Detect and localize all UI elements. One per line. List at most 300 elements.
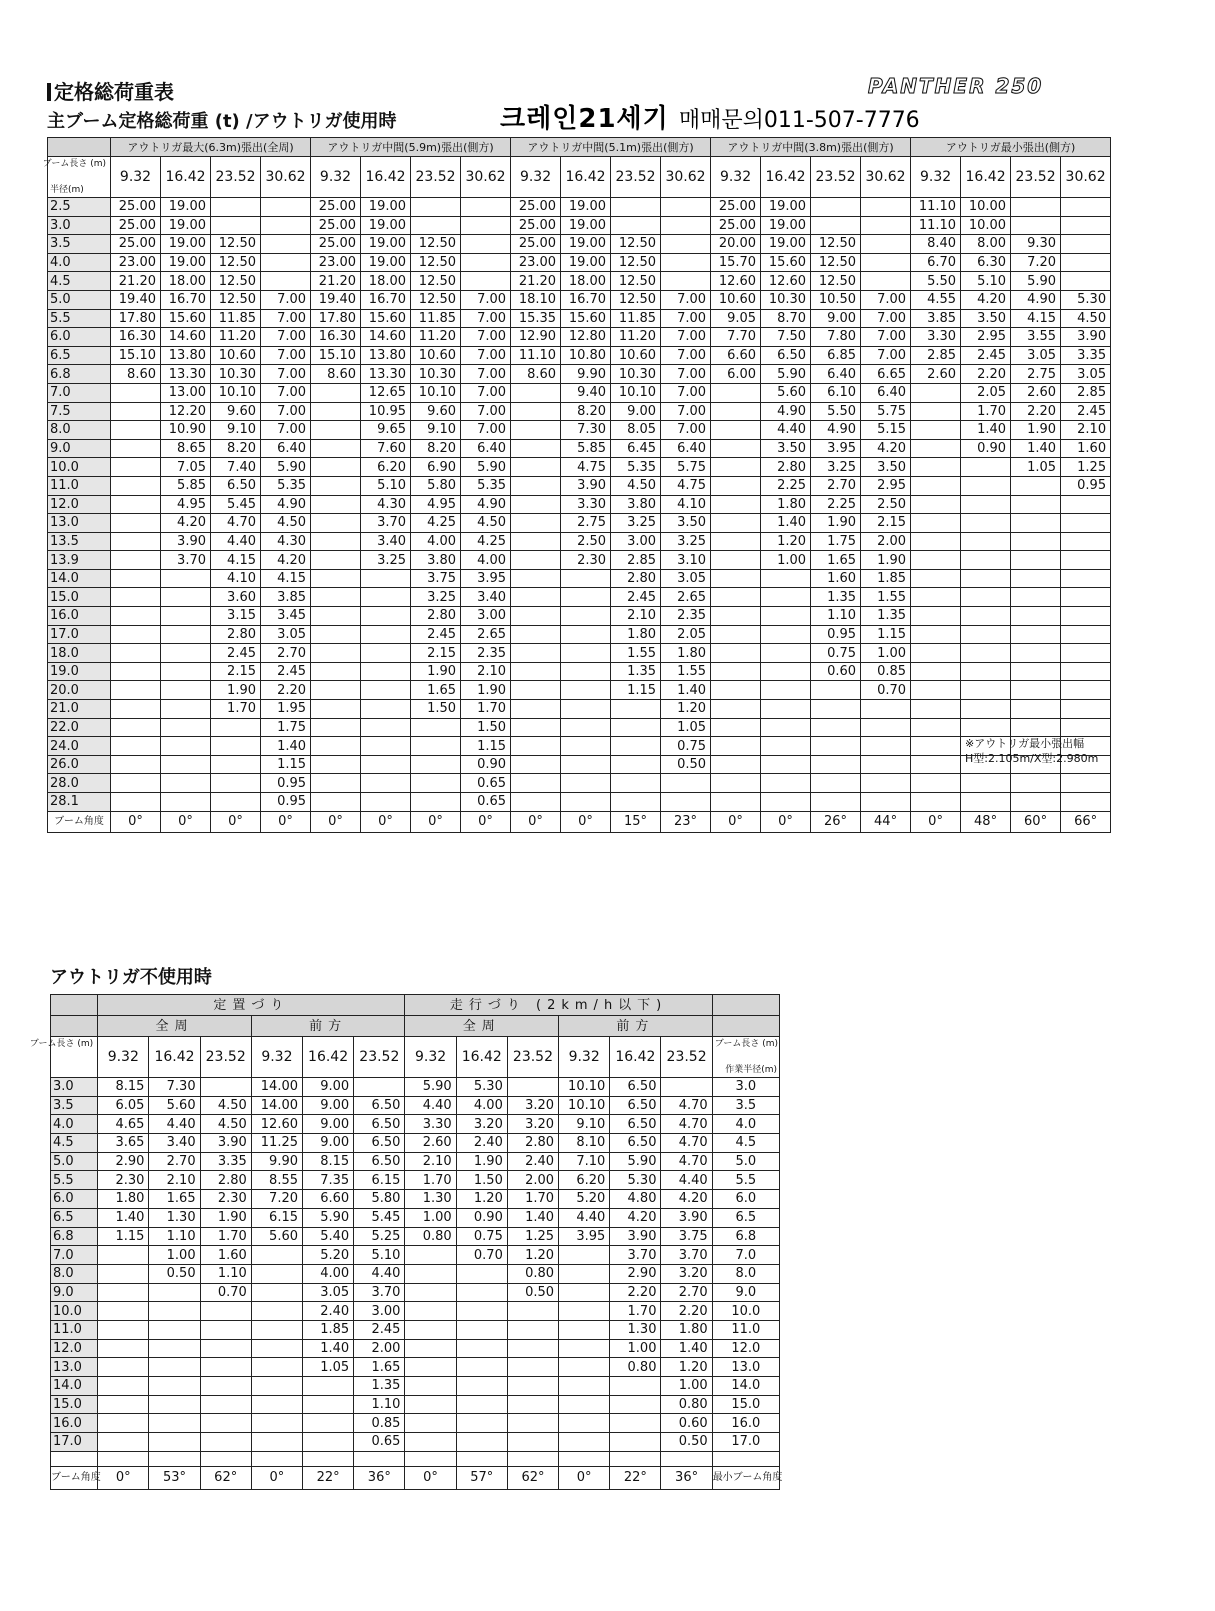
boom-angle-cell: 0° (111, 811, 161, 832)
load-cell (861, 718, 911, 737)
load-cell: 4.10 (211, 569, 261, 588)
load-cell (111, 402, 161, 421)
load-cell: 1.40 (661, 681, 711, 700)
boom-length-header-cell: 16.42 (610, 1037, 661, 1078)
spacer-cell (456, 1451, 507, 1466)
boom-length-header-cell: 9.32 (511, 157, 561, 198)
load-cell (611, 216, 661, 235)
load-cell: 7.00 (261, 421, 311, 440)
load-cell: 1.20 (761, 532, 811, 551)
load-cell (311, 644, 361, 663)
boom-angle-cell: 0° (211, 811, 261, 832)
load-cell: 7.35 (303, 1171, 354, 1190)
load-cell (111, 532, 161, 551)
load-cell (149, 1358, 200, 1377)
table-row (51, 1227, 780, 1246)
load-cell (511, 514, 561, 533)
load-cell: 11.10 (911, 198, 961, 217)
boom-length-header-cell: 23.52 (611, 157, 661, 198)
load-cell: 1.00 (149, 1246, 200, 1265)
load-cell: 1.25 (507, 1227, 558, 1246)
boom-angle-cell: 62° (200, 1466, 251, 1489)
table-row (51, 1171, 780, 1190)
load-cell: 4.10 (661, 495, 711, 514)
load-cell: 2.20 (1011, 402, 1061, 421)
load-cell (1061, 198, 1111, 217)
load-cell: 8.40 (911, 235, 961, 254)
table-row (48, 235, 1111, 254)
table-row (48, 290, 1111, 309)
load-cell (461, 216, 511, 235)
load-cell: 4.40 (761, 421, 811, 440)
load-cell (361, 774, 411, 793)
load-cell: 2.65 (661, 588, 711, 607)
load-cell (303, 1395, 354, 1414)
load-cell: 3.50 (861, 458, 911, 477)
load-cell: 3.00 (461, 607, 511, 626)
load-cell (411, 737, 461, 756)
load-cell (1011, 514, 1061, 533)
load-cell: 18.00 (561, 272, 611, 291)
load-cell (111, 551, 161, 570)
radius-cell: 14.0 (51, 1377, 98, 1396)
load-cell: 12.50 (811, 272, 861, 291)
load-cell: 1.75 (811, 532, 861, 551)
load-cell (911, 421, 961, 440)
load-cell: 5.35 (461, 476, 511, 495)
load-cell: 5.75 (861, 402, 911, 421)
load-cell (711, 569, 761, 588)
load-cell: 4.50 (611, 476, 661, 495)
load-cell (559, 1377, 610, 1396)
radius-cell-right: 3.0 (712, 1078, 779, 1097)
boom-angle-cell: 36° (661, 1466, 712, 1489)
load-cell (711, 551, 761, 570)
load-cell (861, 755, 911, 774)
radius-cell-right: 12.0 (712, 1339, 779, 1358)
load-cell: 4.40 (559, 1208, 610, 1227)
load-cell (507, 1320, 558, 1339)
load-cell (511, 607, 561, 626)
load-cell (1061, 700, 1111, 719)
load-cell (1061, 569, 1111, 588)
load-cell: 2.10 (461, 662, 511, 681)
load-cell (1011, 625, 1061, 644)
load-cell: 4.30 (361, 495, 411, 514)
load-cell: 9.10 (411, 421, 461, 440)
load-cell: 2.00 (507, 1171, 558, 1190)
load-cell: 3.70 (661, 1246, 712, 1265)
load-cell (511, 458, 561, 477)
load-cell (361, 755, 411, 774)
table-row (51, 1264, 780, 1283)
load-cell (200, 1320, 251, 1339)
load-cell (561, 700, 611, 719)
load-cell (161, 681, 211, 700)
load-cell: 8.00 (961, 235, 1011, 254)
boom-angle-cell: 36° (354, 1466, 405, 1489)
spacer-cell (51, 1451, 98, 1466)
table-row (48, 272, 1111, 291)
load-cell: 4.40 (211, 532, 261, 551)
load-cell (961, 700, 1011, 719)
load-cell: 2.10 (611, 607, 661, 626)
load-cell: 10.95 (361, 402, 411, 421)
load-cell (507, 1433, 558, 1452)
radius-cell-right: 6.0 (712, 1190, 779, 1209)
load-cell: 12.50 (611, 235, 661, 254)
load-cell: 3.70 (361, 514, 411, 533)
boom-length-header-cell: 16.42 (761, 157, 811, 198)
load-cell (711, 607, 761, 626)
load-cell: 9.00 (811, 309, 861, 328)
spacer-row (51, 1451, 780, 1466)
load-cell (911, 532, 961, 551)
boom-angle-cell: 0° (261, 811, 311, 832)
load-cell (111, 458, 161, 477)
load-cell (811, 774, 861, 793)
load-cell: 2.70 (149, 1152, 200, 1171)
table-row (48, 458, 1111, 477)
load-cell (811, 681, 861, 700)
load-cell (711, 681, 761, 700)
load-cell: 15.70 (711, 253, 761, 272)
load-cell (711, 774, 761, 793)
load-cell: 11.10 (911, 216, 961, 235)
load-cell: 9.10 (559, 1115, 610, 1134)
load-cell (711, 662, 761, 681)
radius-cell: 3.5 (48, 235, 111, 254)
load-cell (507, 1302, 558, 1321)
boom-length-header-cell: 16.42 (361, 157, 411, 198)
load-cell (111, 700, 161, 719)
load-cell (611, 198, 661, 217)
load-cell (311, 755, 361, 774)
load-cell (961, 718, 1011, 737)
load-cell: 3.25 (811, 458, 861, 477)
load-cell: 3.40 (461, 588, 511, 607)
load-cell (411, 718, 461, 737)
boom-length-header-cell: 9.32 (405, 1037, 456, 1078)
radius-cell: 12.0 (48, 495, 111, 514)
table-row (48, 718, 1111, 737)
radius-cell-right: 13.0 (712, 1358, 779, 1377)
load-cell (1011, 607, 1061, 626)
boom-length-header-cell: 30.62 (861, 157, 911, 198)
load-cell: 2.85 (1061, 383, 1111, 402)
load-cell: 9.00 (303, 1115, 354, 1134)
load-cell: 0.80 (405, 1227, 456, 1246)
boom-length-header-cell: 9.32 (111, 157, 161, 198)
load-cell: 1.05 (303, 1358, 354, 1377)
load-cell (261, 272, 311, 291)
load-cell (311, 718, 361, 737)
load-cell: 2.30 (200, 1190, 251, 1209)
load-cell (261, 216, 311, 235)
load-cell: 4.50 (461, 514, 511, 533)
load-cell: 7.00 (461, 402, 511, 421)
load-cell: 8.55 (251, 1171, 302, 1190)
load-cell (511, 421, 561, 440)
load-cell: 2.25 (811, 495, 861, 514)
load-cell: 0.70 (861, 681, 911, 700)
load-cell (161, 588, 211, 607)
spacer-cell (98, 1451, 149, 1466)
load-cell (361, 718, 411, 737)
load-cell: 20.00 (711, 235, 761, 254)
load-cell: 11.20 (411, 328, 461, 347)
load-cell: 9.90 (561, 365, 611, 384)
load-cell: 6.45 (611, 439, 661, 458)
load-cell: 12.50 (211, 235, 261, 254)
table-row (51, 1414, 780, 1433)
load-cell: 6.50 (354, 1152, 405, 1171)
boom-angle-cell: 57° (456, 1466, 507, 1489)
load-cell (1061, 551, 1111, 570)
load-cell: 2.45 (611, 588, 661, 607)
load-cell (251, 1339, 302, 1358)
load-cell: 2.05 (961, 383, 1011, 402)
load-cell (111, 514, 161, 533)
radius-cell: 4.0 (48, 253, 111, 272)
load-cell: 25.00 (111, 198, 161, 217)
load-cell (559, 1320, 610, 1339)
load-cell: 9.10 (211, 421, 261, 440)
load-cell: 6.85 (811, 346, 861, 365)
radius-cell-right: 4.5 (712, 1134, 779, 1153)
spacer-cell (507, 1451, 558, 1466)
load-cell (200, 1377, 251, 1396)
load-cell (200, 1395, 251, 1414)
load-cell (111, 662, 161, 681)
load-cell: 10.00 (961, 216, 1011, 235)
load-cell: 1.70 (610, 1302, 661, 1321)
load-cell: 4.50 (200, 1096, 251, 1115)
load-cell (661, 235, 711, 254)
load-cell (111, 495, 161, 514)
load-cell: 5.85 (561, 439, 611, 458)
load-cell: 0.70 (200, 1283, 251, 1302)
spacer-cell (200, 1451, 251, 1466)
load-cell (200, 1414, 251, 1433)
radius-cell: 5.0 (48, 290, 111, 309)
load-cell (961, 625, 1011, 644)
load-cell: 19.00 (561, 198, 611, 217)
load-cell (911, 439, 961, 458)
load-cell: 7.40 (211, 458, 261, 477)
radius-cell: 8.0 (48, 421, 111, 440)
table-row (48, 346, 1111, 365)
load-cell (811, 737, 861, 756)
load-cell (811, 216, 861, 235)
load-cell (251, 1414, 302, 1433)
load-cell: 0.50 (661, 755, 711, 774)
group-stationary: 定置づり (98, 995, 405, 1016)
load-cell: 15.60 (361, 309, 411, 328)
load-cell: 1.55 (661, 662, 711, 681)
load-cell (761, 755, 811, 774)
radius-cell-right: 9.0 (712, 1283, 779, 1302)
load-cell (311, 588, 361, 607)
load-cell: 3.50 (961, 309, 1011, 328)
table-row (51, 1395, 780, 1414)
load-cell (661, 253, 711, 272)
radius-cell: 8.0 (51, 1264, 98, 1283)
dealer-name: 크레인21세기 (500, 104, 669, 134)
load-cell: 3.75 (661, 1227, 712, 1246)
radius-cell-right: 10.0 (712, 1302, 779, 1321)
load-cell (1011, 774, 1061, 793)
load-cell: 3.20 (456, 1115, 507, 1134)
load-cell: 9.00 (303, 1134, 354, 1153)
radius-cell: 7.0 (48, 383, 111, 402)
load-cell: 13.30 (361, 365, 411, 384)
load-cell: 4.90 (761, 402, 811, 421)
load-cell (911, 476, 961, 495)
load-cell: 2.45 (211, 644, 261, 663)
load-cell (507, 1078, 558, 1097)
load-cell (111, 755, 161, 774)
load-cell (559, 1283, 610, 1302)
load-cell: 1.20 (661, 700, 711, 719)
load-cell: 7.00 (861, 309, 911, 328)
load-cell (98, 1339, 149, 1358)
load-cell: 3.90 (1061, 328, 1111, 347)
boom-length-header-cell: 9.32 (98, 1037, 149, 1078)
load-cell (200, 1302, 251, 1321)
load-cell: 2.20 (610, 1283, 661, 1302)
load-cell (711, 755, 761, 774)
spacer-cell (303, 1451, 354, 1466)
dealer-overlay (500, 98, 920, 135)
load-cell (405, 1339, 456, 1358)
load-cell (211, 737, 261, 756)
radius-cell: 5.0 (51, 1152, 98, 1171)
load-cell: 12.50 (611, 290, 661, 309)
sub-front-stationary: 前方 (251, 1016, 405, 1037)
radius-cell: 16.0 (48, 607, 111, 626)
load-cell: 3.35 (200, 1152, 251, 1171)
load-cell (961, 514, 1011, 533)
load-cell (559, 1246, 610, 1265)
load-cell (251, 1320, 302, 1339)
load-cell: 19.00 (561, 235, 611, 254)
spacer-cell (354, 1451, 405, 1466)
boom-length-header-cell: 23.52 (200, 1037, 251, 1078)
radius-cell-right: 14.0 (712, 1377, 779, 1396)
load-cell: 12.50 (411, 290, 461, 309)
load-cell (361, 737, 411, 756)
load-cell (98, 1302, 149, 1321)
load-cell (311, 532, 361, 551)
load-cell: 1.90 (861, 551, 911, 570)
boom-length-header-cell: 9.32 (911, 157, 961, 198)
load-cell: 0.60 (661, 1414, 712, 1433)
load-cell: 19.00 (561, 253, 611, 272)
boom-length-header-cell: 23.52 (811, 157, 861, 198)
sub-all-travel: 全周 (405, 1016, 559, 1037)
corner-radius-label: 半径(m) (50, 185, 84, 195)
load-cell (511, 793, 561, 812)
load-cell: 2.00 (861, 532, 911, 551)
load-cell: 7.00 (261, 383, 311, 402)
load-cell (610, 1414, 661, 1433)
load-cell: 1.30 (149, 1208, 200, 1227)
load-cell: 4.80 (610, 1190, 661, 1209)
load-cell: 3.15 (211, 607, 261, 626)
boom-angle-cell: 0° (161, 811, 211, 832)
load-cell (511, 383, 561, 402)
load-cell (911, 681, 961, 700)
radius-cell-right: 6.8 (712, 1227, 779, 1246)
load-cell (661, 793, 711, 812)
load-cell: 13.00 (161, 383, 211, 402)
load-cell (161, 607, 211, 626)
load-cell: 3.95 (811, 439, 861, 458)
load-cell: 10.10 (559, 1096, 610, 1115)
load-cell: 5.10 (354, 1246, 405, 1265)
outrigger-group-1: アウトリガ最大(6.3m)張出(全周) (111, 138, 311, 157)
boom-length-header-cell: 23.52 (661, 1037, 712, 1078)
load-cell: 2.45 (411, 625, 461, 644)
radius-cell: 28.0 (48, 774, 111, 793)
boom-angle-cell: 0° (511, 811, 561, 832)
load-cell (311, 681, 361, 700)
load-cell (711, 439, 761, 458)
load-cell (1061, 495, 1111, 514)
load-cell: 1.70 (461, 700, 511, 719)
load-cell: 6.40 (861, 383, 911, 402)
radius-cell: 5.5 (48, 309, 111, 328)
table-row (48, 402, 1111, 421)
boom-angle-cell: 48° (961, 811, 1011, 832)
load-cell: 5.40 (303, 1227, 354, 1246)
load-cell (1011, 569, 1061, 588)
load-cell: 7.20 (251, 1190, 302, 1209)
table-row (48, 514, 1111, 533)
spacer-cell (661, 1451, 712, 1466)
load-cell (961, 588, 1011, 607)
boom-angle-cell: 0° (361, 811, 411, 832)
load-cell (111, 439, 161, 458)
group-travel: 走行づり (2km/h以下) (405, 995, 712, 1016)
load-cell (761, 644, 811, 663)
load-cell (811, 700, 861, 719)
load-cell: 1.20 (507, 1246, 558, 1265)
load-cell: 16.30 (111, 328, 161, 347)
boom-angle-cell: 22° (610, 1466, 661, 1489)
load-cell: 3.75 (411, 569, 461, 588)
radius-cell: 16.0 (51, 1414, 98, 1433)
load-cell: 1.70 (405, 1171, 456, 1190)
load-cell: 2.70 (261, 644, 311, 663)
table-row (48, 607, 1111, 626)
radius-cell: 14.0 (48, 569, 111, 588)
load-cell: 6.90 (411, 458, 461, 477)
load-cell (711, 700, 761, 719)
load-cell: 4.70 (661, 1134, 712, 1153)
load-cell: 25.00 (711, 198, 761, 217)
table-row (48, 774, 1111, 793)
load-cell: 12.90 (511, 328, 561, 347)
radius-cell: 4.5 (51, 1134, 98, 1153)
load-cell: 2.85 (911, 346, 961, 365)
load-cell (405, 1414, 456, 1433)
load-cell: 7.05 (161, 458, 211, 477)
radius-cell: 6.0 (51, 1190, 98, 1209)
load-cell: 6.40 (461, 439, 511, 458)
load-cell (405, 1283, 456, 1302)
